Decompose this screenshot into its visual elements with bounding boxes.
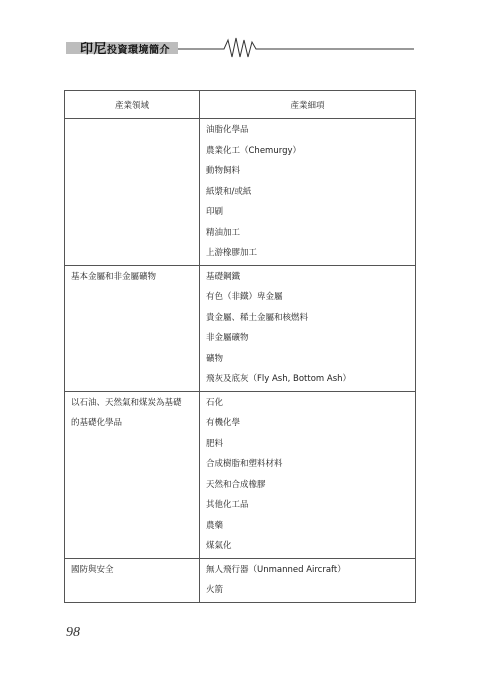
detail-item: 紙漿和/或紙 bbox=[206, 186, 252, 197]
detail-cell bbox=[200, 558, 416, 602]
detail-item: 火箭 bbox=[206, 585, 224, 595]
detail-item: 其他化工品 bbox=[206, 500, 249, 510]
table-body bbox=[65, 119, 416, 603]
table-row bbox=[65, 391, 416, 558]
sector-label: 以石油、天然氣和煤炭為基礎 bbox=[71, 397, 182, 408]
header-title-main: 印尼 bbox=[80, 42, 108, 57]
sector-label: 基本金屬和非金屬礦物 bbox=[71, 271, 157, 282]
detail-item: 貴金屬、稀土金屬和核燃料 bbox=[206, 312, 309, 323]
sector-label: 國防與安全 bbox=[71, 564, 114, 575]
header-title bbox=[80, 38, 170, 57]
detail-cell bbox=[200, 119, 416, 266]
table-row bbox=[65, 119, 416, 266]
detail-item: 煤氣化 bbox=[206, 541, 232, 551]
detail-item: 基礎鋼鐵 bbox=[206, 271, 241, 282]
industry-table bbox=[64, 90, 416, 603]
table-header-row bbox=[65, 91, 416, 119]
detail-item: 天然和合成橡膠 bbox=[206, 479, 266, 490]
detail-item: 有色（非鐵）卑金屬 bbox=[206, 292, 283, 302]
col-header-sector: 產業領域 bbox=[65, 91, 200, 119]
detail-item: 動物飼料 bbox=[206, 166, 241, 176]
sector-cell bbox=[65, 558, 200, 602]
page-number: 98 bbox=[66, 625, 80, 640]
detail-item: 農業化工（Chemurgy） bbox=[206, 145, 301, 156]
detail-item: 印刷 bbox=[206, 207, 224, 217]
sector-cell bbox=[65, 391, 200, 558]
detail-item: 精油加工 bbox=[206, 227, 241, 238]
table-row bbox=[65, 265, 416, 391]
detail-item: 礦物 bbox=[206, 353, 224, 364]
heartbeat-line-icon bbox=[178, 30, 418, 60]
detail-item: 有機化學 bbox=[206, 418, 241, 428]
detail-item: 農藥 bbox=[206, 520, 224, 531]
header-title-sub: 投資環境簡介 bbox=[107, 45, 171, 56]
detail-item: 飛灰及底灰（Fly Ash, Bottom Ash） bbox=[206, 374, 352, 384]
detail-item: 石化 bbox=[206, 397, 224, 408]
detail-item: 上游橡膠加工 bbox=[206, 248, 258, 258]
detail-cell bbox=[200, 265, 416, 391]
detail-item: 無人飛行器（Unmanned Aircraft） bbox=[206, 564, 346, 575]
sector-cell bbox=[65, 265, 200, 391]
detail-cell bbox=[200, 391, 416, 558]
detail-item: 肥料 bbox=[206, 438, 224, 449]
sector-label: 的基礎化學品 bbox=[71, 418, 123, 428]
detail-item: 合成樹脂和塑料材料 bbox=[206, 459, 283, 469]
table-row bbox=[65, 558, 416, 602]
detail-item: 油脂化學品 bbox=[206, 125, 249, 135]
page-header bbox=[0, 30, 480, 60]
col-header-detail: 產業細項 bbox=[200, 91, 416, 119]
sector-cell bbox=[65, 119, 200, 266]
detail-item: 非金屬礦物 bbox=[206, 333, 249, 343]
